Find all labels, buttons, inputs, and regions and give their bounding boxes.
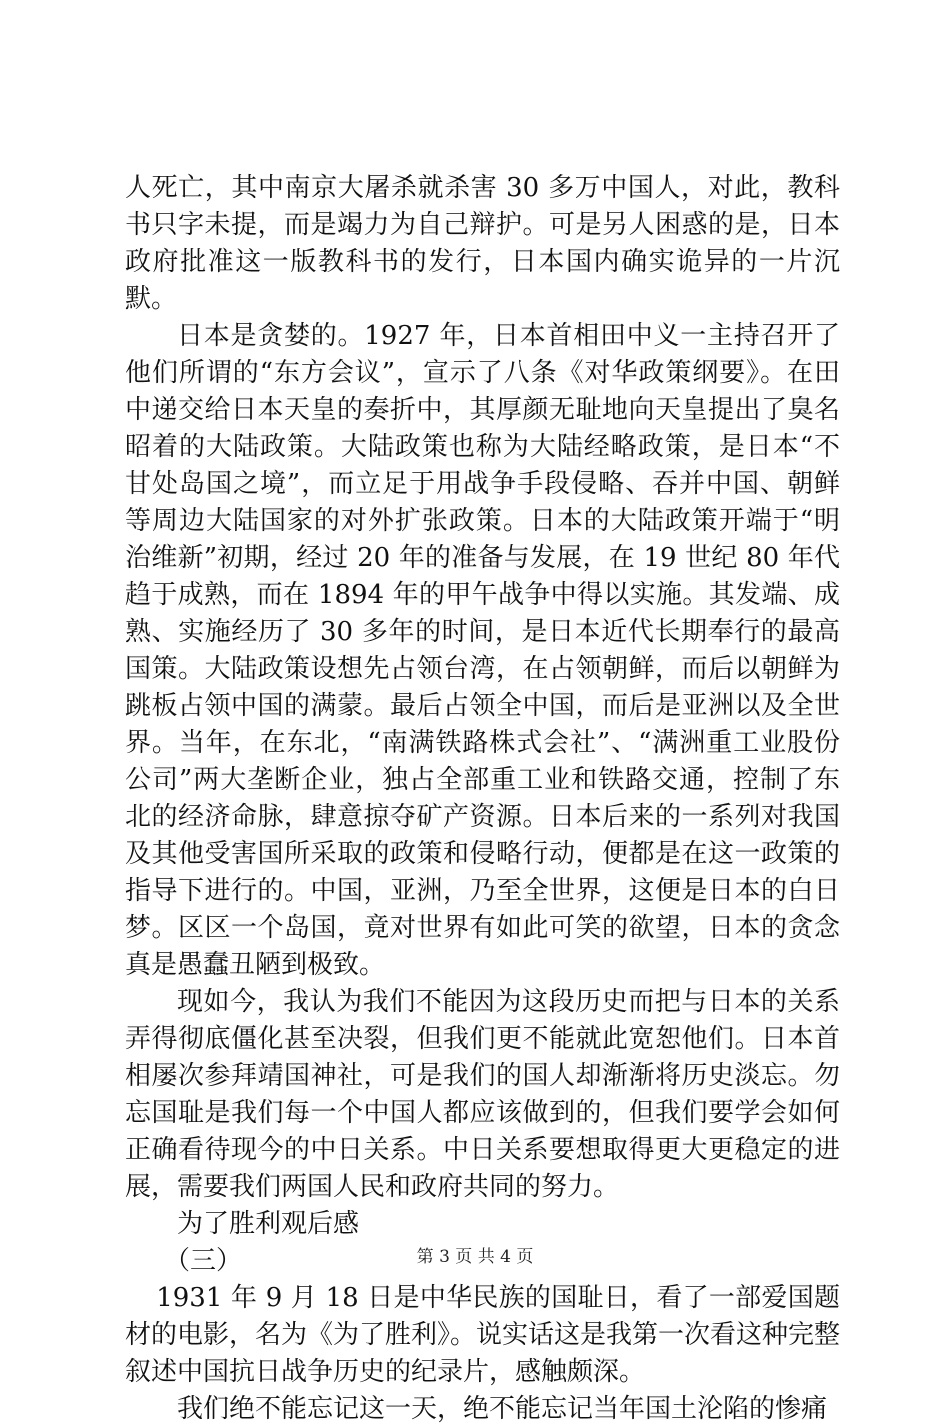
paragraph-japan-greed: 日本是贪婪的。1927 年，日本首相田中义一主持召开了他们所谓的“东方会议”，宣示了八条《对华政策纲要》。在田中递交给日本天皇的奏折中，其厚颜无耻地向天皇提出了臭名昭着的大陆政策。大陆政策也称为大陆经略政策，是日本“不甘处岛国之境”，而立足于用战争手段侵略、吞并中国、朝鲜等周边大陆国家的对外扩张政策。日本的大陆政策开端于“明治维新”初期，经过 20 年的准备与发展，在 19 世纪 80 年代趋于成熟，而在 1894 年的甲午战争中得以实施。其发端、成熟、实施经历了 30 多年的时间，是日本近代长期奉行的最高国策。大陆政策设想先占领台湾，在占领朝鲜，而后以朝鲜为跳板占领中国的满蒙。最后占领全中国，而后是亚洲以及全世界。当年，在东北，“南满铁路株式会社”、“满洲重工业股份公司”两大垄断企业，独占全部重工业和铁路交通，控制了东北的经济命脉，肆意掠夺矿产资源。日本后来的一系列对我国及其他受害国所采取的政策和侵略行动，便都是在这一政策的指导下进行的。中国，亚洲，乃至全世界，这便是日本的白日梦。区区一个岛国，竟对世界有如此可笑的欲望，日本的贪念真是愚蠢丑陋到极致。 — [125, 321, 840, 980]
paragraph-film-intro: 1931 年 9 月 18 日是中华民族的国耻日，看了一部爱国题材的电影，名为《为了胜利》。说实话这是我第一次看这种完整叙述中国抗日战争历史的纪录片，感触颇深。 — [125, 1283, 841, 1387]
section-number: （三） — [164, 1246, 243, 1276]
page-footer — [0, 1246, 950, 1268]
paragraph-continuation: 人死亡，其中南京大屠杀就杀害 30 多万中国人，对此，教科书只字未提，而是竭力为自己辩护。可是另人困惑的是，日本政府批准这一版教科书的发行，日本国内确实诡异的一片沉默。 — [125, 173, 840, 314]
paragraph-never-forget: 我们绝不能忘记这一天，绝不能忘记当年国土沦陷的惨痛 — [177, 1394, 828, 1424]
document-body — [125, 170, 840, 1428]
page-number: 第 3 页 共 4 页 — [416, 1247, 534, 1267]
paragraph-present-day: 现如今，我认为我们不能因为这段历史而把与日本的关系弄得彻底僵化甚至决裂，但我们更不能就此宽恕他们。日本首相屡次参拜靖国神社，可是我们的国人却渐渐将历史淡忘。勿忘国耻是我们每一个中国人都应该做到的，但我们要学会如何正确看待现今的中日关系。中日关系要想取得更大更稳定的进展，需要我们两国人民和政府共同的努力。 — [125, 987, 840, 1202]
section-title: 为了胜利观后感 — [177, 1209, 360, 1239]
